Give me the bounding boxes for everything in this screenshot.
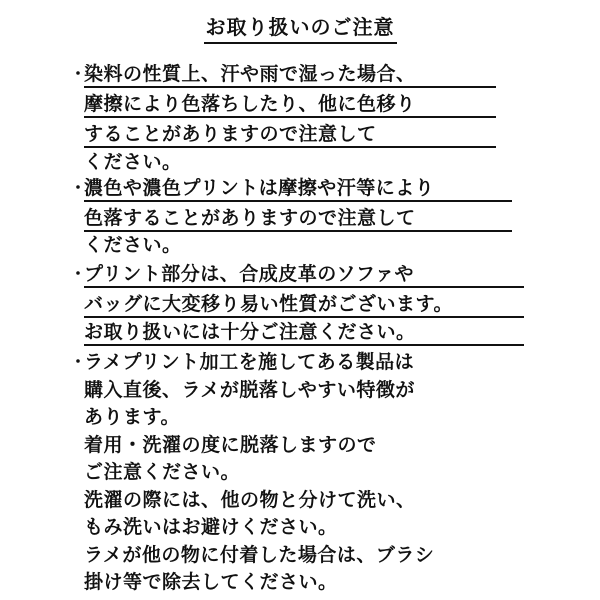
section-1-line-3: することがありますので注意して [84, 122, 496, 148]
section-4-line-5: ご注意ください。 [84, 461, 241, 483]
bullet-marker: ・ [70, 178, 87, 197]
bullet-marker: ・ [70, 352, 87, 371]
section-2-line-2: 色落することがありますので注意して [84, 206, 512, 232]
bullet-marker: ・ [70, 64, 87, 83]
section-2-line-3: ください。 [84, 234, 182, 256]
section-4-line-2: 購入直後、ラメが脱落しやすい特徴が [84, 379, 415, 401]
section-2-line-1: 濃色や濃色プリントは摩擦や汗等により [84, 176, 512, 202]
section-4-line-7: もみ洗いはお避けください。 [84, 516, 338, 538]
bullet-marker: ・ [70, 264, 87, 283]
section-1-line-1: 染料の性質上、汗や雨で湿った場合、 [84, 62, 496, 88]
section-3-line-3: お取り扱いには十分ご注意ください。 [84, 320, 524, 346]
notice-title: お取り扱いのご注意 [204, 14, 397, 44]
section-4-line-8: ラメが他の物に付着した場合は、ブラシ [84, 544, 435, 566]
section-4-line-1: ラメプリント加工を施してある製品は [84, 351, 415, 373]
section-3-line-2: バッグに大変移り易い性質がございます。 [84, 292, 524, 318]
section-4-line-3: あります。 [84, 406, 180, 428]
section-1-line-4: ください。 [84, 151, 182, 173]
section-1-line-2: 摩擦により色落ちしたり、他に色移り [84, 92, 496, 118]
section-3-line-1: プリント部分は、合成皮革のソファや [84, 262, 524, 288]
section-4-line-4: 着用・洗濯の度に脱落しますので [84, 434, 377, 456]
notice-title-wrap [0, 14, 600, 44]
section-4-line-9: 掛け等で除去してください。 [84, 571, 338, 593]
section-4-line-6: 洗濯の際には、他の物と分けて洗い、 [84, 489, 416, 511]
